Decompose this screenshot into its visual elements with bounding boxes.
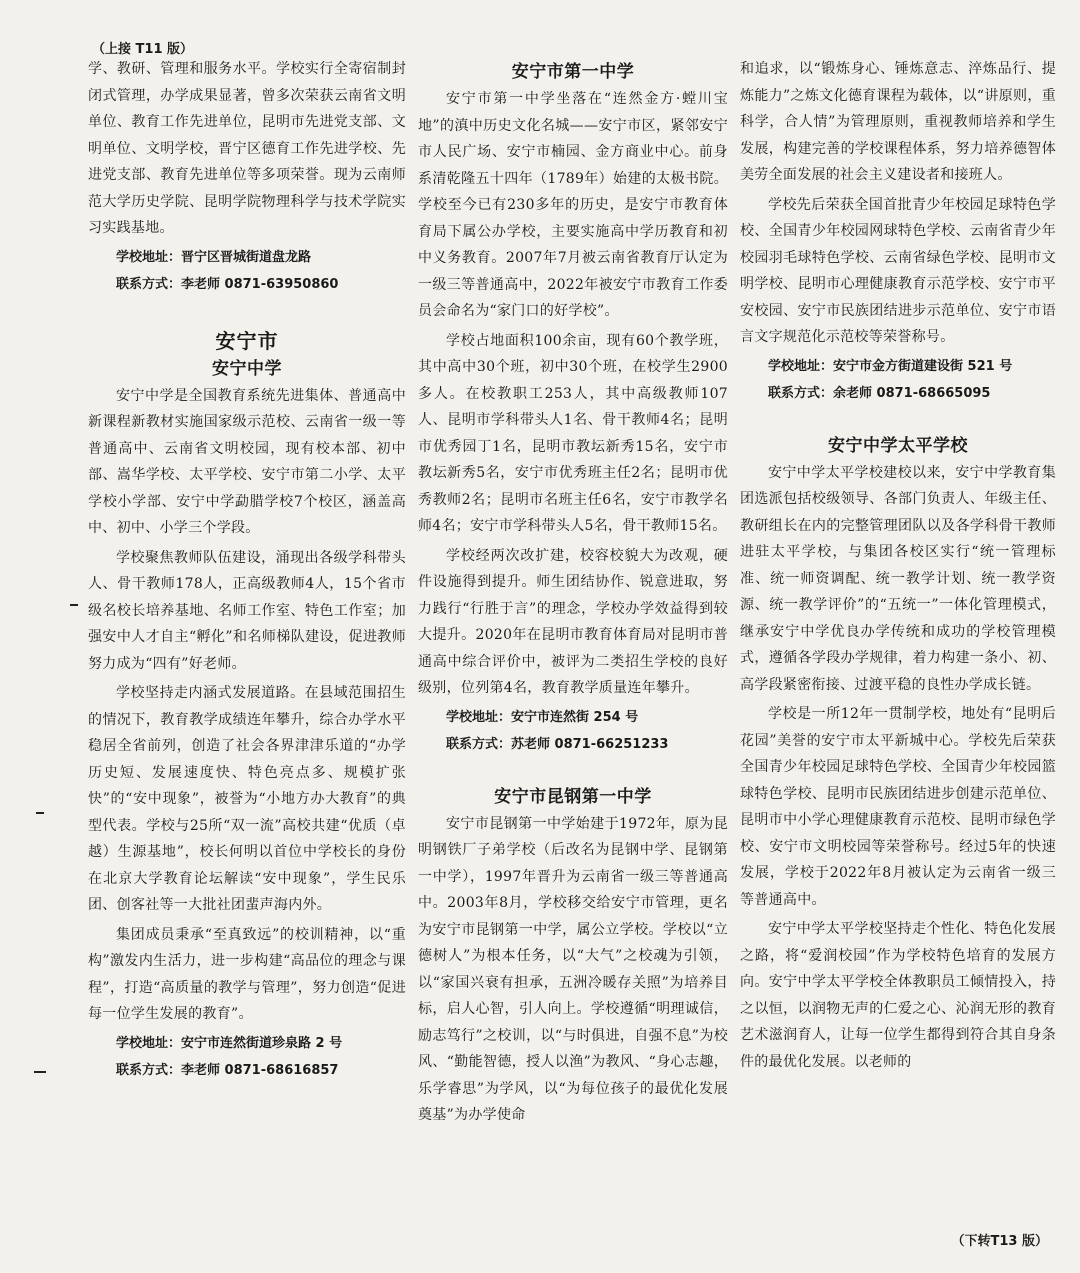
continued-to-label: （下转T13 版）	[951, 1234, 1048, 1249]
school-title: 安宁中学	[212, 358, 282, 379]
article-paragraph: 安宁中学太平学校坚持走个性化、特色化发展之路，将“爱润校园”作为学校特色培育的发展方向。安宁中学太平学校全体教职员工倾情投入，持之以恒，以润物无声的仁爱之心、沁润无形的教育艺术滋润育人，让每一位学生都得到符合其自身条件的最优化发展。以老师的	[740, 921, 1056, 1070]
region-heading: 安宁市	[215, 328, 279, 353]
article-text: 学、教研、管理和服务水平。学校实行全寄宿制封闭式管理，办学成果显著，曾多次荣获云南省文明单位、教育工作先进单位，昆明市先进党支部、文明单位、文明学校，晋宁区德育工作先进学校、先进党支部、教育先进单位等多项荣誉。现为云南师范大学历史学院、昆明学院物理科学与技术学院实习实践基地。	[88, 61, 406, 236]
article-paragraph: 学校坚持走内涵式发展道路。在县域范围招生的情况下，教育教学成绩连年攀升，综合办学水平稳居全省前列，创造了社会各界津津乐道的“办学历史短、发展速度快、特色亮点多、规模扩张快”的“安中现象”，被誉为“小地方办大教育”的典型代表。学校与25所“双一流”高校共建“优质（卓越）生源基地”，校长何明以首位中学校长的身份在北京大学教育论坛解读“安中现象”，学生民乐团、创客社等一大批社团蜚声海内外。	[88, 685, 406, 913]
article-paragraph: 安宁市第一中学坐落在“连然金方·螳川宝地”的滇中历史文化名城——安宁市区，紧邻安宁市人民广场、安宁市楠园、金方商业中心。前身系清乾隆五十四年（1789年）始建的太极书院。学校至今已有230多年的历史，是安宁市教育体育局下属公办学校，主要实施高中学历教育和初中义务教育。2007年7月被云南省教育厅认定为一级三等普通高中，2022年被安宁市教育工作委员会命名为“家门口的好学校”。	[418, 91, 728, 319]
section-spacer	[740, 406, 1056, 432]
school-address: 学校地址：晋宁区晋城街道盘龙路	[116, 249, 312, 265]
school-contact: 联系方式：余老师 0871-68665095	[768, 385, 991, 401]
column-2	[418, 56, 728, 1132]
school-contact: 联系方式：李老师 0871-63950860	[116, 276, 339, 292]
article-paragraph: 学校是一所12年一贯制学校，地处有“昆明后花园”美誉的安宁市太平新城中心。学校先后荣获全国青少年校园足球特色学校、全国青少年校园篮球特色学校、昆明市民族团结进步创建示范单位、昆明市中小学心理健康教育示范校、昆明市绿色学校、安宁市文明校园等荣誉称号。经过5年的快速发展，学校于2022年8月被认定为云南省一级三等普通高中。	[740, 706, 1056, 908]
scan-mark	[36, 812, 44, 814]
section-spacer	[418, 757, 728, 783]
school-title: 安宁市第一中学	[511, 62, 635, 82]
scan-mark	[34, 1071, 46, 1073]
continued-from-label: （上接 T11 版）	[92, 42, 194, 57]
article-text: 和追求，以“锻炼身心、锤炼意志、淬炼品行、提炼能力”之炼文化德育课程为载体，以“讲原则，重科学，合人情”为管理原则，重视教师培养和学生发展，构建完善的学校课程体系，努力培养德智体美劳全面发展的社会主义建设者和接班人。	[740, 61, 1056, 183]
school-contact: 联系方式：李老师 0871-68616857	[116, 1062, 339, 1078]
school-title: 安宁中学太平学校	[828, 435, 968, 456]
scan-mark	[70, 604, 78, 606]
article-paragraph: 安宁中学是全国教育系统先进集体、普通高中新课程新教材实施国家级示范校、云南省一级一等普通高中、云南省文明校园，现有校本部、初中部、嵩华学校、太平学校、安宁市第二小学、太平学校小学部、安宁中学勐腊学校7个校区，涵盖高中、初中、小学三个学段。	[88, 387, 406, 536]
article-paragraph: 学校占地面积100余亩，现有60个教学班，其中高中30个班，初中30个班，在校学生2900多人。在校教职工253人，其中高级教师107人、昆明市学科带头人1名、骨干教师4名；昆明市优秀园丁1名，昆明市教坛新秀15名，安宁市教坛新秀5名，安宁市优秀班主任2名；昆明市优秀教师2名；昆明市名班主任6名，安宁市教学名师4名；安宁市学科带头人5名，骨干教师15名。	[418, 332, 728, 534]
school-contact: 联系方式：苏老师 0871-66251233	[446, 736, 669, 752]
article-paragraph: 安宁市昆钢第一中学始建于1972年，原为昆明钢铁厂子弟学校（后改名为昆钢中学、昆钢第一中学），1997年晋升为云南省一级三等普通高中。2003年8月，学校移交给安宁市管理，更名为安宁市昆钢第一中学，属公立学校。学校以“立德树人”为根本任务，以“大气”之校魂为引领，以“家国兴衰有担承，五洲冷暖存关照”为培养目标，启人心智，引人向上。学校遵循“明理诚信，励志笃行”之校训，以“与时俱进，自强不息”为校风、“勤能智德，授人以渔”为教风、“身心志趣，乐学睿思”为学风，以“为每位孩子的最优化发展奠基”为办学使命	[418, 815, 728, 1123]
article-paragraph: 学校先后荣获全国首批青少年校园足球特色学校、全国青少年校园网球特色学校、云南省青少年校园羽毛球特色学校、云南省绿色学校、昆明市文明学校、昆明市心理健康教育示范学校、安宁市平安校园、安宁市民族团结进步示范单位、安宁市语言文字规范化示范校等荣誉称号。	[740, 196, 1056, 345]
article-paragraph: 安宁中学太平学校建校以来，安宁中学教育集团选派包括校级领导、各部门负责人、年级主任、教研组长在内的完整管理团队以及各学科骨干教师进驻太平学校，与集团各校区实行“统一管理标准、统一师资调配、统一教学计划、统一教学资源、统一教学评价”的“五统一”一体化管理模式，继承安宁中学优良办学传统和成功的学校管理模式，遵循各学段办学规律，着力构建一条小、初、高学段紧密衔接、过渡平稳的良性办学成长链。	[740, 464, 1056, 693]
column-1	[88, 56, 406, 1083]
school-address: 学校地址：安宁市连然街道珍泉路 2 号	[116, 1035, 343, 1051]
column-3	[740, 56, 1056, 1078]
school-address: 学校地址：安宁市连然街 254 号	[446, 709, 639, 725]
school-address: 学校地址：安宁市金方街道建设街 521 号	[768, 358, 1013, 374]
school-title: 安宁市昆钢第一中学	[494, 786, 652, 807]
article-paragraph: 学校聚焦教师队伍建设，涌现出各级学科带头人、骨干教师178人，正高级教师4人，15个省市级名校长培养基地、名师工作室、特色工作室；加强安中人才自主“孵化”和名师梯队建设，促进教师努力成为“四有”好老师。	[88, 549, 406, 672]
article-paragraph: 集团成员秉承“至真致远”的校训精神，以“重构”激发内生活力，进一步构建“高品位的理念与课程”，打造“高质量的教学与管理”，努力创造“促进每一位学生发展的教育”。	[88, 926, 406, 1022]
article-paragraph: 学校经两次改扩建，校容校貌大为改观，硬件设施得到提升。师生团结协作、锐意进取，努力践行“行胜于言”的理念，学校办学效益得到较大提升。2020年在昆明市教育体育局对昆明市普通高中综合评价中，被评为二类招生学校的良好级别，位列第4名，教育教学质量连年攀升。	[418, 547, 728, 696]
